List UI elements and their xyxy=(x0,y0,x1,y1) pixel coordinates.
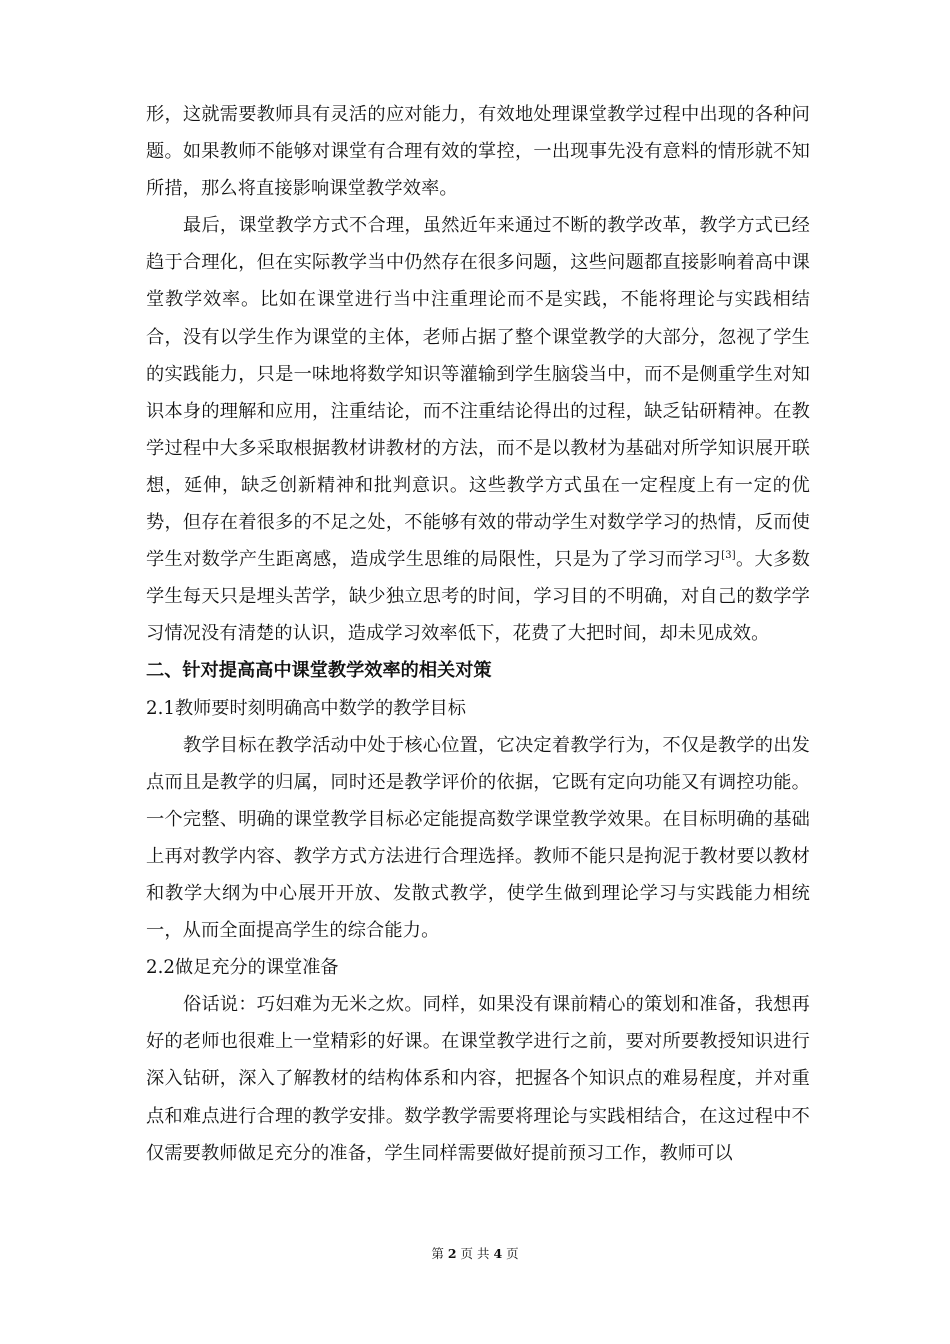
footer-prefix: 第 xyxy=(431,1246,444,1261)
current-page-number: 2 xyxy=(447,1246,457,1261)
paragraph-class-preparation: 俗话说：巧妇难为无米之炊。同样，如果没有课前精心的策划和准备，我想再好的老师也很难上一堂精彩的好课。在课堂教学进行之前，要对所要教授知识进行深入钻研，深入了解教材的结构体系和内容，把握各个知识点的难易程度，并对重点和难点进行合理的教学安排。数学教学需要将理论与实践相结合，在这过程中不仅需要教师做足充分的准备，学生同样需要做好提前预习工作，教师可以 xyxy=(146,994,810,1164)
paragraph-text-part2: 。大多数学生每天只是埋头苦学，缺少独立思考的时间，学习目的不明确，对自己的数学学习情况没有清楚的认识，造成学习效率低下，花费了大把时间，却未见成效。 xyxy=(146,549,810,645)
paragraph-text-part1: 最后，课堂教学方式不合理，虽然近年来通过不断的教学改革，教学方式已经趋于合理化，但在实际教学当中仍然存在很多问题，这些问题都直接影响着高中课堂教学效率。比如在课堂进行当中注重理论而不是实践，不能将理论与实践相结合，没有以学生作为课堂的主体，老师占据了整个课堂教学的大部分，忽视了学生的实践能力，只是一味地将数学知识等灌输到学生脑袋当中，而不是侧重学生对知识本身的理解和应用，注重结论，而不注重结论得出的过程，缺乏钻研精神。在教学过程中大多采取根据教材讲教材的方法，而不是以教材为基础对所学知识展开联想，延伸，缺乏创新精神和批判意识。这些教学方式虽在一定程度上有一定的优势，但存在着很多的不足之处，不能够有效的带动学生对数学学习的热情，反而使学生对数学产生距离感，造成学生思维的局限性，只是为了学习而学习 xyxy=(146,215,810,571)
footer-middle: 页 共 xyxy=(460,1246,490,1261)
footer-suffix: 页 xyxy=(506,1246,519,1261)
subsection-title-2-2: 2.2做足充分的课堂准备 xyxy=(146,957,339,979)
page-footer xyxy=(0,1244,950,1262)
paragraph-teaching-goals: 教学目标在教学活动中处于核心位置，它决定着教学行为，不仅是教学的出发点而且是教学的归属，同时还是教学评价的依据，它既有定向功能又有调控功能。一个完整、明确的课堂教学目标必定能提高数学课堂教学效果。在目标明确的基础上再对教学内容、教学方式方法进行合理选择。教师不能只是拘泥于教材要以教材和教学大纲为中心展开开放、发散式教学，使学生做到理论学习与实践能力相统一，从而全面提高学生的综合能力。 xyxy=(146,734,810,942)
subsection-title-2-1: 2.1教师要时刻明确高中数学的教学目标 xyxy=(146,697,466,719)
section-heading: 二、针对提高高中课堂教学效率的相关对策 xyxy=(146,660,492,682)
total-pages-number: 4 xyxy=(493,1246,503,1261)
paragraph-continuation: 形，这就需要教师具有灵活的应对能力，有效地处理课堂教学过程中出现的各种问题。如果教师不能够对课堂有合理有效的掌控，一出现事先没有意料的情形就不知所措，那么将直接影响课堂教学效率。 xyxy=(146,104,810,200)
citation-reference: [3] xyxy=(721,550,736,562)
paragraph-teaching-methods xyxy=(146,207,810,652)
document-body xyxy=(146,96,810,1172)
